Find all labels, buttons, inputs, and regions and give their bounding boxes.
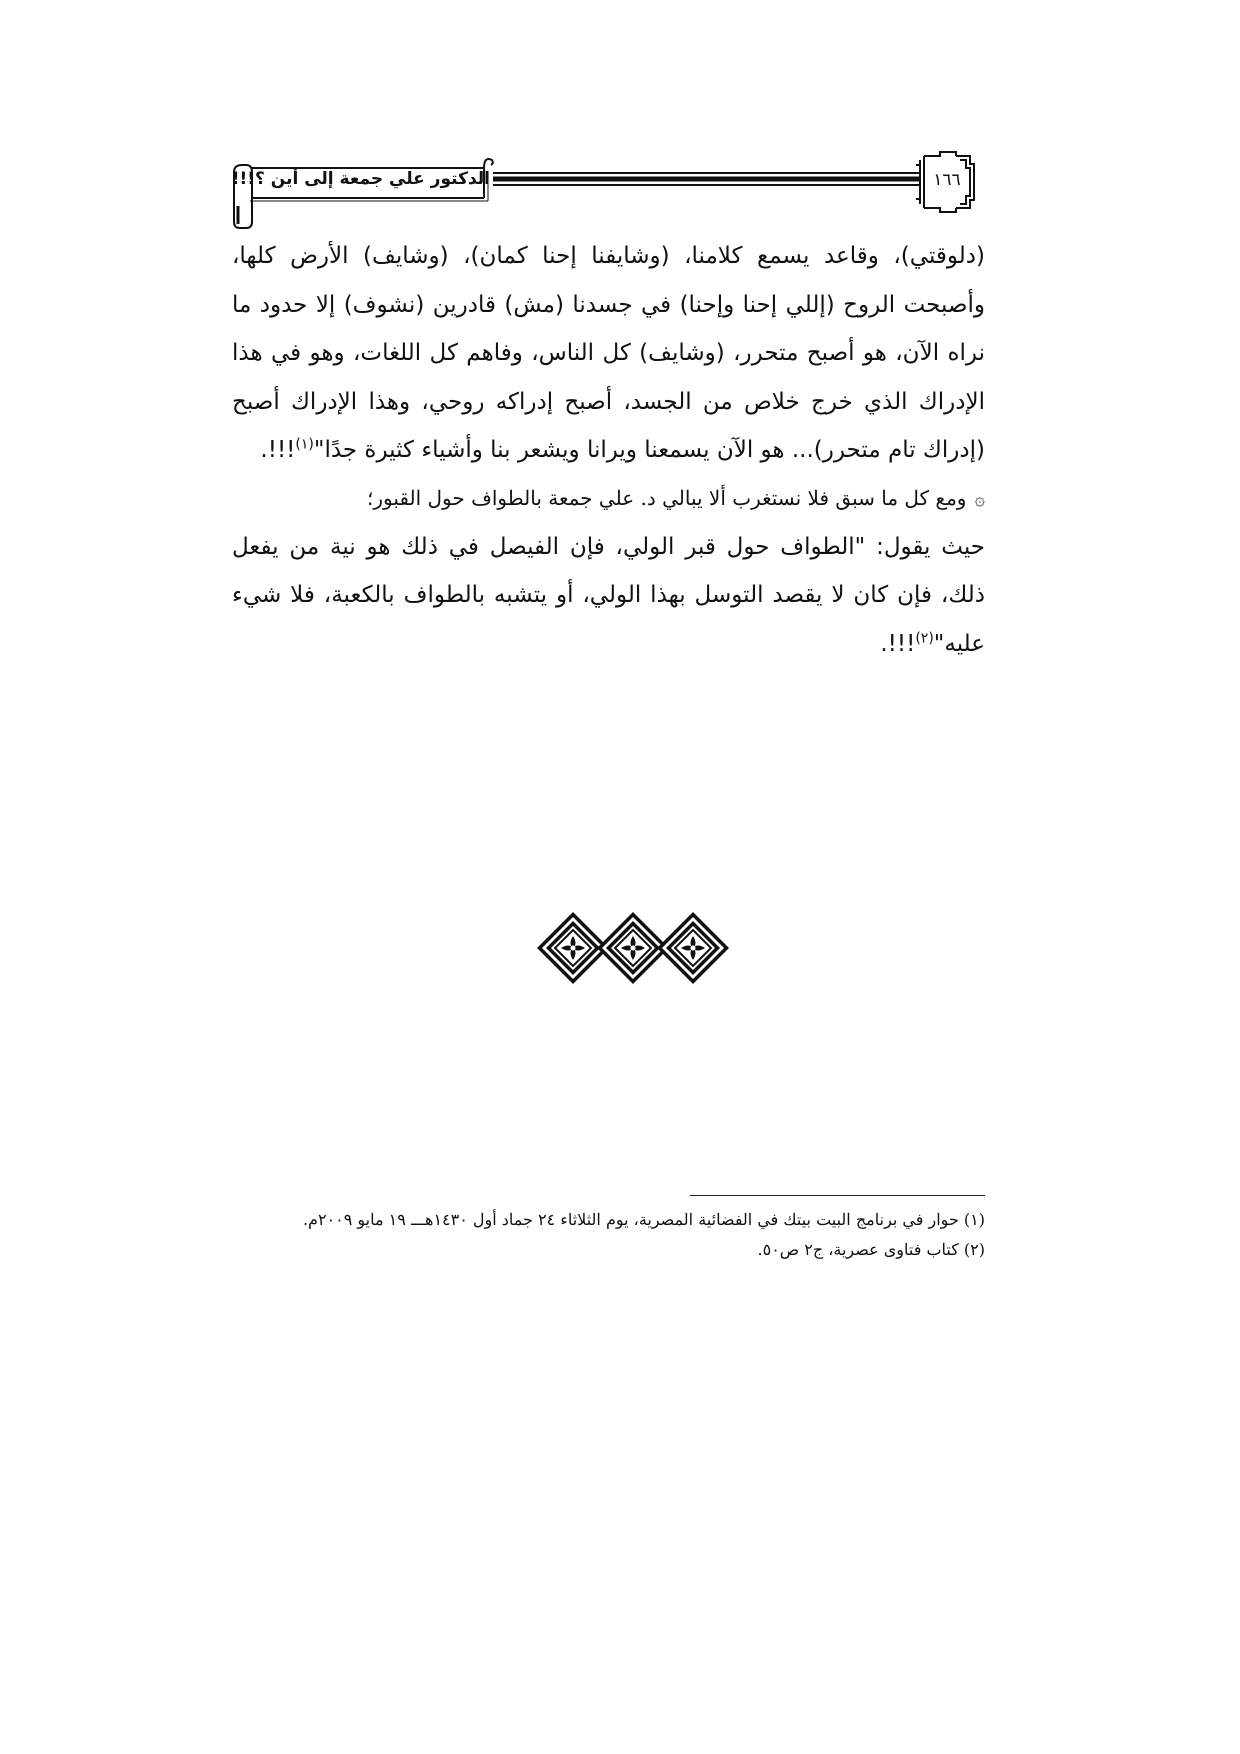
footnote-separator <box>690 1195 985 1196</box>
footnote-1: (١) حوار في برنامج البيت بيتك في الفضائية المصرية، يوم الثلاثاء ٢٤ جماد أول ١٤٣٠هـــ ١٩ مايو ٢٠٠٩م. <box>302 1210 985 1229</box>
section-divider-ornament <box>535 908 731 988</box>
footnote-ref-1: (١) <box>295 436 314 453</box>
commentary-text: ومع كل ما سبق فلا نستغرب ألا يبالي د. علي جمعة بالطواف حول القبور؛ <box>367 485 967 510</box>
page-number: ١٦٦ <box>933 170 961 190</box>
quote-paragraph-2-end: !!!. <box>880 630 916 657</box>
quoted-paragraph <box>232 232 985 475</box>
running-header <box>0 0 1240 230</box>
commentary-paragraph <box>232 475 985 523</box>
ornament-bullet-icon: ۞ <box>974 488 985 510</box>
header-frame <box>0 0 1240 230</box>
footnote-ref-2: (٢) <box>915 629 934 646</box>
quote-paragraph-2-text: حيث يقول: "الطواف حول قبر الولي، فإن الفيصل في ذلك هو نية من يفعل ذلك، فإن كان لا يقصد التوسل بهذا الولي، أو يتشبه بالطواف بالكعبة، فلا شيء عليه" <box>232 533 985 657</box>
main-text <box>232 232 985 668</box>
footnote-2: (٢) كتاب فتاوى عصرية، ج٢ ص٥٠. <box>757 1240 985 1259</box>
footnotes <box>232 1205 985 1265</box>
quoted-paragraph-end: !!!. <box>260 437 296 463</box>
quoted-paragraph-text: (دلوقتي)، وقاعد يسمع كلامنا، (وشايفنا إحنا كمان)، (وشايف) الأرض كلها، وأصبحت الروح (إللي إحنا وإحنا) في جسدنا (مش) قادرين (نشوف) إلا حدود ما نراه الآن، هو أصبح متحرر، (وشايف) كل الناس، وفاهم كل اللغات، وهو في هذا الإدراك الذي خرج خلاص من الجسد، أصبح إدراكه روحي، وهذا الإدراك أصبح (إدراك تام متحرر)... هو الآن يسمعنا ويرانا ويشعر بنا وأشياء كثيرة جدًا" <box>232 243 985 463</box>
header-book-title: الدكتور علي جمعة إلى أين ؟!!! <box>231 169 490 189</box>
quote-paragraph-2 <box>232 523 985 669</box>
